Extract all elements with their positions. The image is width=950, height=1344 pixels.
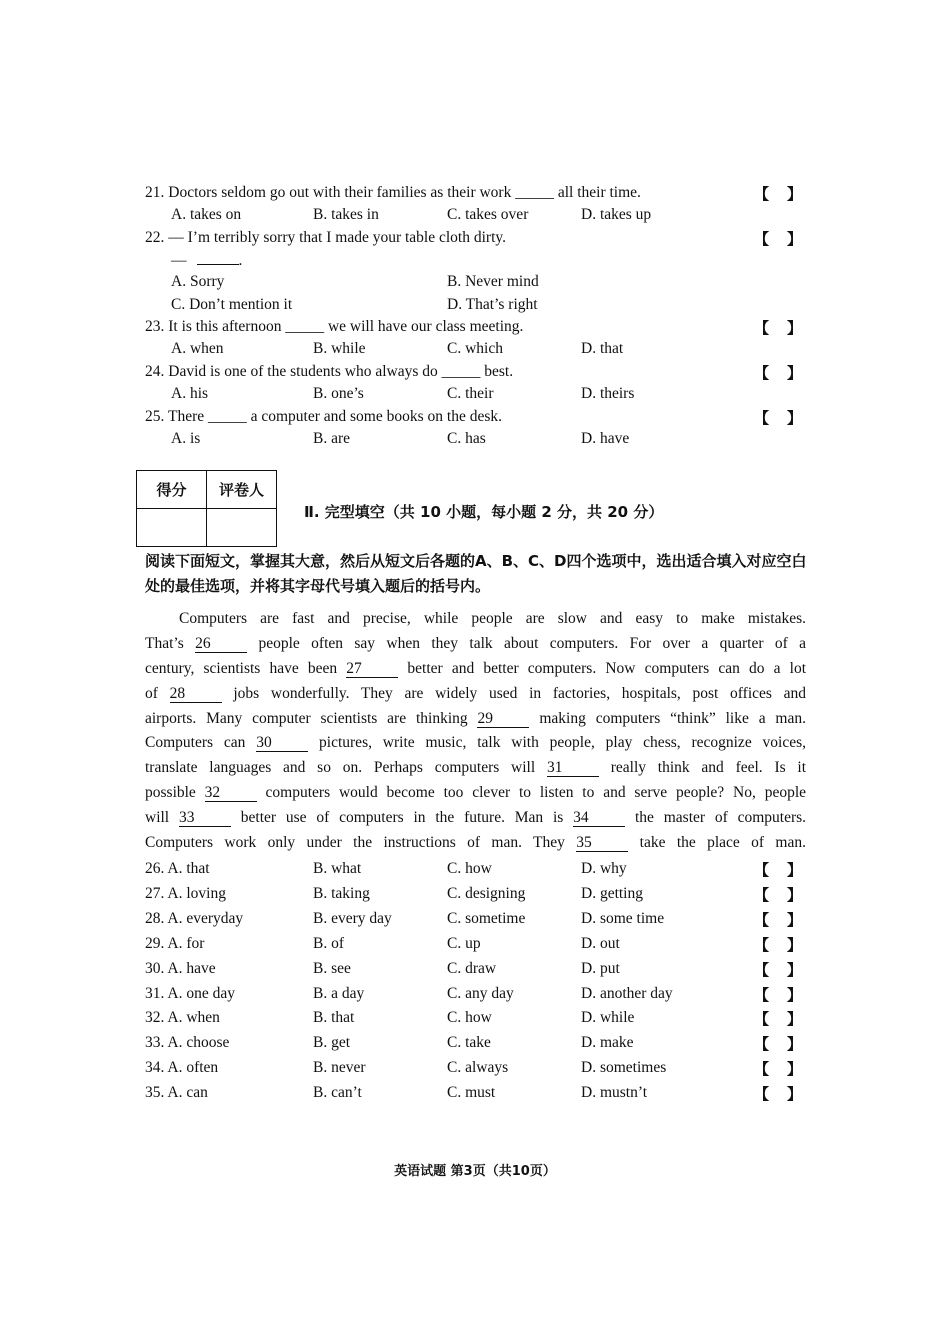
answer-bracket[interactable]: [754, 984, 802, 1005]
passage-text: airports. Many computer scientists are thinking: [145, 709, 468, 727]
passage-text: take the place of man.: [639, 834, 806, 852]
passage-text: pictures, write music, talk with people, play chess, recognize voices,: [319, 734, 806, 752]
option: B. are: [313, 430, 351, 447]
option: C. Don’t mention it: [171, 296, 293, 313]
passage-text: translate languages and so on. Perhaps computers will: [145, 759, 536, 777]
option: B. that: [313, 1009, 355, 1026]
option: 30. A. have: [145, 960, 216, 977]
option: C. always: [447, 1059, 509, 1076]
bracket-open: 【: [754, 1010, 770, 1028]
answer-bracket[interactable]: [754, 934, 802, 955]
answer-bracket[interactable]: [754, 183, 802, 204]
passage-line: [145, 731, 806, 756]
blank-29[interactable]: 29: [477, 711, 529, 728]
option: B. get: [313, 1034, 351, 1051]
passage-line: [145, 632, 806, 657]
blank-26[interactable]: 26: [195, 636, 247, 653]
bracket-open: 【: [754, 961, 770, 979]
passage-text: computers would become too clever to listen to and serve people? No, people: [265, 784, 807, 802]
section-instructions: 阅读下面短文，掌握其大意，然后从短文后各题的A、B、C、D四个选项中，选出适合填入对应空白处的最佳选项，并将其字母代号填入题后的括号内。: [145, 552, 807, 595]
blank-30[interactable]: 30: [256, 735, 308, 752]
passage-text: really think and feel. Is it: [610, 759, 807, 777]
bracket-close: 】: [786, 1035, 802, 1053]
option: 34. A. often: [145, 1059, 219, 1076]
cloze-passage: [145, 607, 806, 856]
option: B. of: [313, 935, 344, 952]
passage-text: will: [145, 809, 170, 827]
option: 29. A. for: [145, 935, 205, 952]
option: C. which: [447, 340, 503, 357]
option: B. Never mind: [447, 273, 539, 290]
passage-line: [145, 781, 806, 806]
passage-line: [145, 657, 806, 682]
score-header: 得分: [137, 471, 207, 509]
option: 31. A. one day: [145, 985, 235, 1002]
option: C. must: [447, 1084, 496, 1101]
passage-text: Computers can: [145, 734, 246, 752]
page-footer: 英语试题 第3页（共10页）: [394, 1164, 556, 1179]
score-cell[interactable]: [137, 509, 207, 547]
option: 33. A. choose: [145, 1034, 230, 1051]
option: D. theirs: [581, 385, 635, 402]
blank-27[interactable]: 27: [346, 661, 398, 678]
option: C. their: [447, 385, 494, 402]
bracket-open: 【: [754, 911, 770, 929]
reply-line: [171, 250, 242, 271]
reply-dash: —: [171, 252, 187, 269]
bracket-close: 】: [786, 319, 802, 337]
passage-text: jobs wonderfully. They are widely used in factories, hospitals, post offices and: [233, 684, 806, 702]
answer-bracket[interactable]: [754, 859, 802, 880]
passage-line: [145, 682, 806, 707]
option: 32. A. when: [145, 1009, 220, 1026]
option: D. That’s right: [447, 296, 538, 313]
option: C. designing: [447, 885, 526, 902]
passage-text: possible: [145, 784, 196, 802]
blank-28[interactable]: 28: [170, 686, 222, 703]
option: D. takes up: [581, 206, 652, 223]
bracket-close: 】: [786, 1085, 802, 1103]
passage-text: century, scientists have been: [145, 659, 338, 677]
option: D. mustn’t: [581, 1084, 648, 1101]
question-stem: 21. Doctors seldom go out with their families as their work _____ all their time.: [145, 184, 641, 201]
option: 27. A. loving: [145, 885, 226, 902]
grader-cell[interactable]: [207, 509, 277, 547]
option: B. takes in: [313, 206, 379, 223]
bracket-open: 【: [754, 936, 770, 954]
bracket-close: 】: [786, 961, 802, 979]
answer-bracket[interactable]: [754, 1008, 802, 1029]
grader-header: 评卷人: [207, 471, 277, 509]
option: 26. A. that: [145, 860, 210, 877]
bracket-open: 【: [754, 986, 770, 1004]
option: A. is: [171, 430, 201, 447]
option: C. take: [447, 1034, 491, 1051]
bracket-open: 【: [754, 364, 770, 382]
option: B. one’s: [313, 385, 364, 402]
passage-line: [145, 806, 806, 831]
bracket-close: 】: [786, 230, 802, 248]
option: D. out: [581, 935, 620, 952]
option: C. takes over: [447, 206, 529, 223]
question-stem: 24. David is one of the students who always do _____ best.: [145, 363, 514, 380]
option: B. what: [313, 860, 362, 877]
answer-bracket[interactable]: [754, 884, 802, 905]
blank-35[interactable]: 35: [576, 835, 628, 852]
passage-text: better use of computers in the future. Man is: [240, 809, 564, 827]
option: C. sometime: [447, 910, 526, 927]
option: D. while: [581, 1009, 635, 1026]
option: 28. A. everyday: [145, 910, 244, 927]
option: D. put: [581, 960, 620, 977]
bracket-close: 】: [786, 886, 802, 904]
option: D. make: [581, 1034, 634, 1051]
bracket-close: 】: [786, 861, 802, 879]
bracket-close: 】: [786, 409, 802, 427]
blank-33[interactable]: 33: [179, 810, 231, 827]
passage-text: making computers “think” like a man.: [539, 709, 806, 727]
question-stem: 23. It is this afternoon _____ we will have our class meeting.: [145, 318, 524, 335]
option: C. draw: [447, 960, 497, 977]
bracket-open: 【: [754, 230, 770, 248]
bracket-open: 【: [754, 1035, 770, 1053]
option: C. up: [447, 935, 481, 952]
passage-text: of: [145, 684, 158, 702]
answer-bracket[interactable]: [754, 228, 802, 249]
answer-bracket[interactable]: [754, 959, 802, 980]
reply-period: .: [238, 252, 243, 269]
option: D. sometimes: [581, 1059, 667, 1076]
option: B. can’t: [313, 1084, 362, 1101]
option: B. every day: [313, 910, 392, 927]
answer-bracket[interactable]: [754, 317, 802, 338]
option: A. his: [171, 385, 209, 402]
blank-34[interactable]: 34: [573, 810, 625, 827]
question-stem: 22. — I’m terribly sorry that I made your table cloth dirty.: [145, 229, 506, 246]
option: D. another day: [581, 985, 673, 1002]
bracket-close: 】: [786, 1010, 802, 1028]
option: D. why: [581, 860, 627, 877]
option: D. getting: [581, 885, 643, 902]
blank-31[interactable]: 31: [547, 760, 599, 777]
passage-line: [145, 707, 806, 732]
bracket-close: 】: [786, 185, 802, 203]
option: A. when: [171, 340, 224, 357]
option: B. taking: [313, 885, 370, 902]
passage-text: people often say when they talk about computers. For over a quarter of a: [258, 634, 807, 652]
answer-blank[interactable]: [197, 250, 239, 265]
passage-text: the master of computers.: [635, 809, 807, 827]
question-stem: 25. There _____ a computer and some books on the desk.: [145, 408, 502, 425]
bracket-close: 】: [786, 1060, 802, 1078]
bracket-open: 【: [754, 185, 770, 203]
answer-bracket[interactable]: [754, 1033, 802, 1054]
answer-bracket[interactable]: [754, 909, 802, 930]
bracket-open: 【: [754, 886, 770, 904]
option: D. some time: [581, 910, 665, 927]
bracket-open: 【: [754, 1085, 770, 1103]
bracket-open: 【: [754, 409, 770, 427]
passage-text: Computers are fast and precise, while people are slow and easy to make mistakes.: [179, 610, 806, 627]
blank-32[interactable]: 32: [205, 785, 257, 802]
option: C. how: [447, 860, 492, 877]
option: 35. A. can: [145, 1084, 208, 1101]
answer-bracket[interactable]: [754, 407, 802, 428]
option: B. a day: [313, 985, 365, 1002]
passage-line: [145, 831, 806, 856]
passage-line: [145, 607, 806, 632]
bracket-close: 】: [786, 364, 802, 382]
passage-line: [145, 756, 806, 781]
bracket-close: 】: [786, 986, 802, 1004]
option: C. how: [447, 1009, 492, 1026]
passage-text: Computers work only under the instructions of man. They: [145, 834, 565, 852]
option: A. takes on: [171, 206, 242, 223]
passage-text: That’s: [145, 634, 184, 652]
bracket-open: 【: [754, 1060, 770, 1078]
answer-bracket[interactable]: [754, 1058, 802, 1079]
option: D. have: [581, 430, 630, 447]
option: C. has: [447, 430, 486, 447]
answer-bracket[interactable]: [754, 1083, 802, 1104]
bracket-close: 】: [786, 936, 802, 954]
option: B. see: [313, 960, 351, 977]
option: B. never: [313, 1059, 366, 1076]
bracket-open: 【: [754, 319, 770, 337]
bracket-close: 】: [786, 911, 802, 929]
option: D. that: [581, 340, 624, 357]
option: C. any day: [447, 985, 514, 1002]
section-heading: Ⅱ. 完型填空（共 10 小题，每小题 2 分，共 20 分）: [304, 503, 664, 521]
bracket-open: 【: [754, 861, 770, 879]
option: A. Sorry: [171, 273, 225, 290]
option: B. while: [313, 340, 366, 357]
answer-bracket[interactable]: [754, 362, 802, 383]
passage-text: better and better computers. Now computers can do a lot: [407, 659, 807, 677]
score-table: [136, 470, 277, 547]
